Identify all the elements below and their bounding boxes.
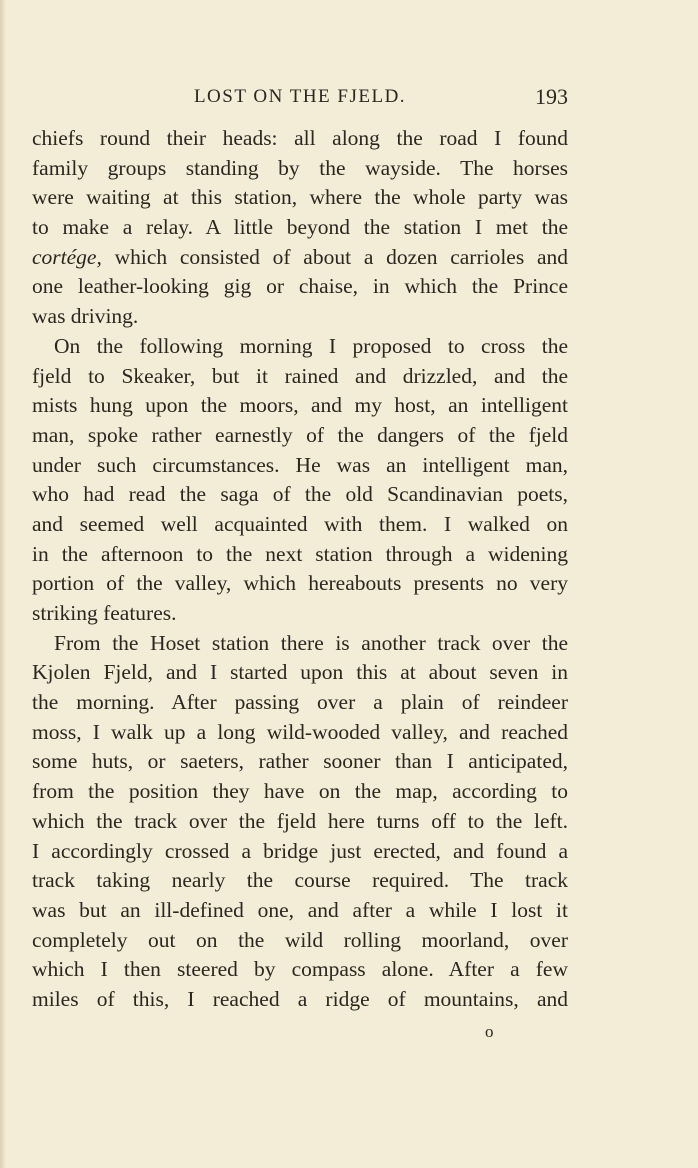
body-text bbox=[32, 124, 568, 1015]
text-line: were waiting at this station, where the whole party was bbox=[32, 185, 568, 210]
text-line: chiefs round their heads: all along the road I found bbox=[32, 126, 568, 150]
page-edge bbox=[0, 0, 6, 1168]
text-line: mists hung upon the moors, and my host, an intelligent bbox=[32, 393, 568, 418]
text-line: one leather-looking gig or chaise, in which the Prince bbox=[32, 274, 568, 299]
italic-word: cortége, bbox=[32, 244, 102, 269]
text-line: who had read the saga of the old Scandinavian poets, bbox=[32, 482, 568, 507]
text-line: track taking nearly the course required. The track bbox=[32, 868, 568, 893]
text-line-rest: which consisted of about a dozen carrioles and bbox=[114, 244, 568, 269]
text-line: the morning. After passing over a plain of reindeer bbox=[32, 690, 568, 715]
text-line: was driving. bbox=[32, 304, 139, 329]
text-line: was but an ill-defined one, and after a while I lost it bbox=[32, 897, 568, 922]
text-line: fjeld to Skeaker, but it rained and drizzled, and the bbox=[32, 363, 568, 388]
text-line: which the track over the fjeld here turns off to the left. bbox=[32, 808, 568, 833]
paragraph-start-line: From the Hoset station there is another track over the bbox=[54, 630, 568, 655]
text-line: and seemed well acquainted with them. I walked on bbox=[32, 511, 568, 536]
text-line: miles of this, I reached a ridge of mountains, and bbox=[32, 986, 568, 1011]
text-line: moss, I walk up a long wild-wooded valley, and reached bbox=[32, 719, 568, 744]
page-number: 193 bbox=[535, 84, 568, 109]
signature-mark: o bbox=[485, 1022, 494, 1041]
running-head bbox=[32, 84, 568, 114]
running-title: LOST ON THE FJELD. bbox=[193, 86, 407, 107]
text-line: under such circumstances. He was an intelligent man, bbox=[32, 452, 568, 477]
text-line: to make a relay. A little beyond the station I met the bbox=[32, 215, 568, 240]
text-line: I accordingly crossed a bridge just erected, and found a bbox=[32, 838, 568, 863]
paragraph-start-line: On the following morning I proposed to cross the bbox=[54, 333, 568, 358]
text-line: striking features. bbox=[32, 601, 177, 625]
text-line: which I then steered by compass alone. After a few bbox=[32, 957, 568, 982]
text-line: portion of the valley, which hereabouts presents no very bbox=[32, 571, 568, 596]
text-line: in the afternoon to the next station through a widening bbox=[32, 541, 568, 566]
text-line: completely out on the wild rolling moorland, over bbox=[32, 927, 568, 952]
text-line bbox=[32, 243, 568, 273]
text-line: man, spoke rather earnestly of the dangers of the fjeld bbox=[32, 422, 568, 447]
text-line: Kjolen Fjeld, and I started upon this at about seven in bbox=[32, 660, 568, 685]
text-line: some huts, or saeters, rather sooner than I anticipated, bbox=[32, 749, 568, 774]
text-line: family groups standing by the wayside. The horses bbox=[32, 155, 568, 180]
text-line: from the position they have on the map, according to bbox=[32, 779, 568, 804]
